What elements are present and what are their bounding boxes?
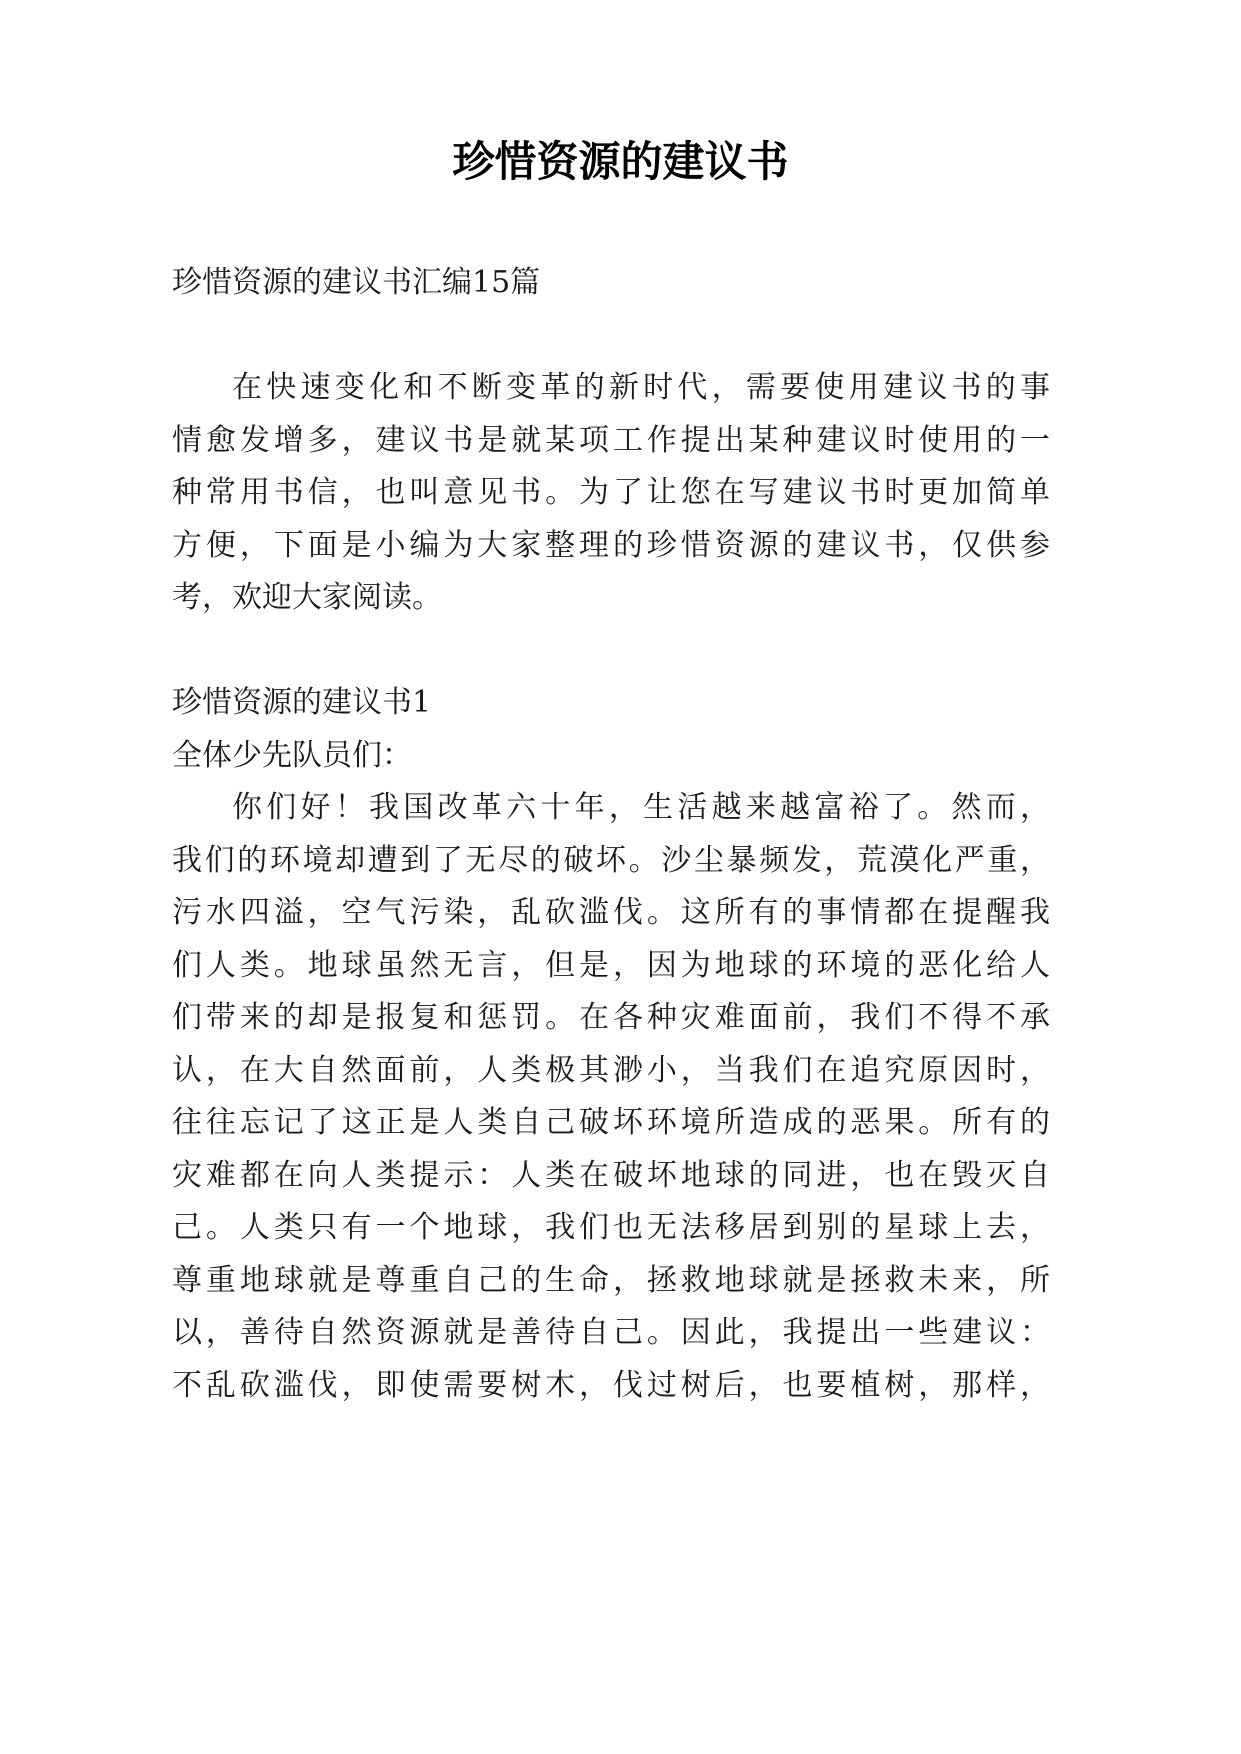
paragraph-line: 我们的环境却遭到了无尽的破坏。沙尘暴频发，荒漠化严重， xyxy=(172,842,1050,878)
paragraph-line: 往往忘记了这正是人类自己破坏环境所造成的恶果。所有的 xyxy=(172,1105,1050,1140)
paragraph-line: 在快速变化和不断变革的新时代，需要使用建议书的事 xyxy=(232,370,1050,405)
intro-paragraph xyxy=(172,362,1050,625)
paragraph-line: 灾难都在向人类提示：人类在破坏地球的同进，也在毁灭自 xyxy=(172,1157,1050,1193)
paragraph-line: 认，在大自然面前，人类极其渺小，当我们在追究原因时， xyxy=(172,1052,1050,1088)
blank-line xyxy=(172,625,1050,678)
paragraph-line: 考，欢迎大家阅读。 xyxy=(172,580,442,615)
paragraph-line: 污水四溢，空气污染，乱砍滥伐。这所有的事情都在提醒我 xyxy=(172,895,1050,930)
document-subtitle: 珍惜资源的建议书汇编15篇 xyxy=(172,265,541,300)
paragraph-line: 们带来的却是报复和惩罚。在各种灾难面前，我们不得不承 xyxy=(172,1000,1050,1035)
paragraph-line: 情愈发增多，建议书是就某项工作提出某种建议时使用的一 xyxy=(172,422,1050,458)
paragraph-line: 们人类。地球虽然无言，但是，因为地球的环境的恶化给人 xyxy=(172,947,1050,983)
paragraph-line: 以，善待自然资源就是善待自己。因此，我提出一些建议： xyxy=(172,1315,1050,1350)
paragraph-line: 不乱砍滥伐，即使需要树木，伐过树后，也要植树，那样， xyxy=(172,1367,1050,1403)
letter-paragraph xyxy=(172,782,1050,1412)
paragraph-line: 己。人类只有一个地球，我们也无法移居到别的星球上去， xyxy=(172,1210,1050,1245)
paragraph-line: 你们好！我国改革六十年，生活越来越富裕了。然而， xyxy=(232,790,1050,825)
letter-salutation: 全体少先队员们： xyxy=(172,737,412,773)
paragraph-line: 种常用书信，也叫意见书。为了让您在写建议书时更加简单 xyxy=(172,475,1050,510)
document-title: 珍惜资源的建议书 xyxy=(452,137,789,186)
paragraph-line: 方便，下面是小编为大家整理的珍惜资源的建议书，仅供参 xyxy=(172,527,1050,563)
document-body xyxy=(172,257,1050,1412)
section-heading: 珍惜资源的建议书1 xyxy=(172,685,432,720)
blank-line xyxy=(172,310,1050,363)
paragraph-line: 尊重地球就是尊重自己的生命，拯救地球就是拯救未来，所 xyxy=(172,1262,1050,1298)
